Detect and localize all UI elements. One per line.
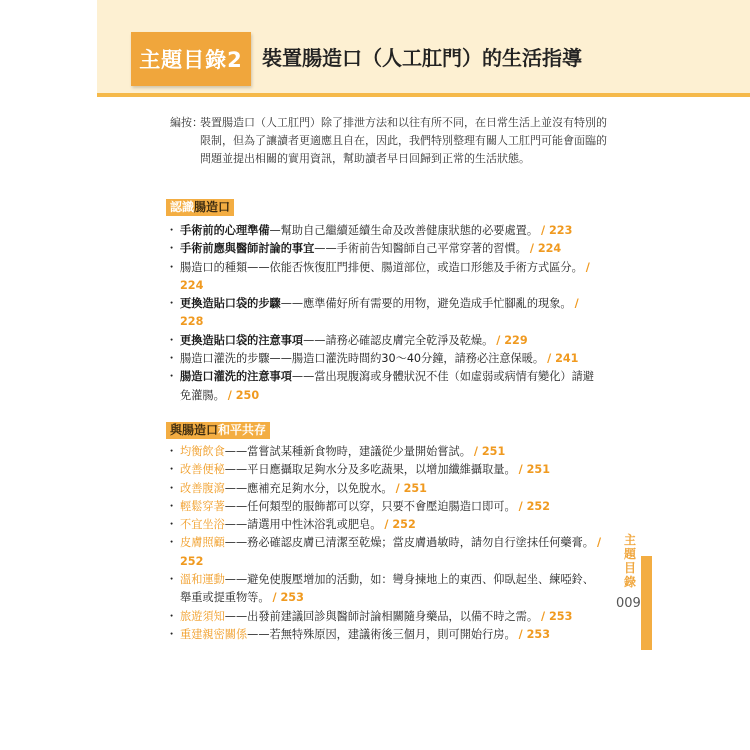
section-tag-prefix: 認識 — [170, 200, 195, 214]
section-tag-suffix: 腸造口 — [194, 200, 231, 214]
list-item — [164, 480, 604, 498]
bullet-dot: ・ — [166, 573, 178, 587]
list-item — [164, 295, 604, 332]
page-number: 009 — [616, 596, 641, 611]
editor-note-text: 裝置腸造口（人工肛門）除了排泄方法和以往有所不同，在日常生活上並沒有特別的限制，但為了讓讀者更適應且自在，因此，我們特別整理有關人工肛門可能會面臨的問題並提出相關的實用資訊，幫助讀者早日回歸到正常的生活狀態。 — [200, 116, 607, 165]
bullet-dot: ・ — [166, 224, 178, 237]
header-divider — [97, 93, 750, 97]
list-item — [164, 350, 604, 368]
page-ref: / 251 — [473, 445, 506, 458]
item-heading: 不宜坐浴 — [180, 518, 225, 532]
list-item — [164, 222, 604, 240]
item-text: ——任何類型的服飾都可以穿，只要不會壓迫腸造口即可。 — [224, 499, 516, 513]
bullet-dot: ・ — [166, 499, 178, 513]
page-ref: / 252 — [518, 499, 550, 513]
list-item — [164, 240, 604, 258]
item-text: ——請選用中性沐浴乳或肥皂。 — [224, 518, 382, 532]
bullet-dot: ・ — [166, 352, 178, 366]
page-ref: / 251 — [518, 463, 550, 477]
item-heading: 腸造口灌洗的步驟 — [180, 352, 270, 366]
list-item — [164, 332, 604, 350]
item-text: ——腸造口灌洗時間約30～40分鐘，請務必注意保暖。 — [269, 352, 545, 366]
item-heading: 更換造貼口袋的步驟 — [180, 297, 281, 311]
item-heading: 腸造口的種類 — [180, 260, 248, 274]
bullet-dot: ・ — [166, 609, 178, 623]
list-item — [164, 368, 604, 405]
bullet-dot: ・ — [166, 481, 178, 495]
section-tag-coexist — [166, 422, 270, 439]
item-heading: 重建親密關係 — [180, 627, 248, 641]
page-ref: / 229 — [496, 333, 528, 347]
page-ref: / 250 — [227, 388, 260, 402]
page-ref: / 224 — [180, 260, 590, 292]
item-text: ——手術前告知醫師自己平常穿著的習慣。 — [314, 242, 527, 256]
item-heading: 改善便秘 — [180, 463, 225, 477]
bullet-dot: ・ — [166, 370, 178, 384]
list-item — [164, 498, 604, 516]
list-item — [164, 534, 604, 571]
item-heading: 更換造貼口袋的注意事項 — [180, 333, 304, 347]
item-heading: 輕鬆穿著 — [180, 499, 225, 513]
side-tab-label: 主題目錄 — [623, 533, 636, 589]
page-ref: / 223 — [541, 224, 573, 237]
item-heading: 溫和運動 — [180, 573, 225, 587]
item-text: ——避免使腹壓增加的活動，如：彎身揀地上的東西、仰臥起坐、練啞鈴、舉重或提重物等。 — [180, 573, 594, 605]
item-heading: 腸造口灌洗的注意事項 — [180, 370, 292, 384]
page-ref: / 253 — [541, 609, 573, 623]
bullet-dot: ・ — [166, 518, 178, 532]
page-ref: / 228 — [180, 297, 579, 329]
bullet-dot: ・ — [166, 627, 178, 641]
page-ref: / 251 — [395, 481, 427, 495]
bullet-dot: ・ — [166, 242, 178, 256]
item-heading: 均衡飲食 — [180, 445, 225, 458]
list-item — [164, 571, 604, 608]
section-tag-understand-stoma — [166, 199, 234, 216]
item-text: ——若無特殊原因，建議術後三個月，則可開始行房。 — [247, 627, 516, 641]
section-tag-suffix: 和平共存 — [218, 423, 267, 437]
chapter-badge: 主題目錄2 — [131, 32, 251, 86]
item-text: ——依能否恢復肛門排便、腸道部位，或造口形態及手術方式區分。 — [247, 260, 583, 274]
page-ref: / 252 — [180, 536, 602, 568]
list-item — [164, 516, 604, 534]
page-ref: / 253 — [272, 591, 304, 605]
list-item — [164, 461, 604, 479]
list-item — [164, 626, 604, 644]
page-ref: / 224 — [529, 242, 562, 256]
bullet-dot: ・ — [166, 536, 178, 550]
item-text: ——請務必確認皮膚完全乾淨及乾燥。 — [303, 333, 494, 347]
item-text: ——當嘗試某種新食物時，建議從少量開始嘗試。 — [224, 445, 471, 458]
page-ref: / 253 — [518, 627, 550, 641]
list-item — [164, 608, 604, 626]
item-text: ——應補充足夠水分，以免脫水。 — [224, 481, 393, 495]
item-text: ——平日應攝取足夠水分及多吃蔬果，以增加纖維攝取量。 — [224, 463, 516, 477]
item-heading: 手術前的心理準備 — [180, 224, 270, 237]
item-text: ——務必確認皮膚已清潔至乾燥；當皮膚過敏時，請勿自行塗抹任何藥膏。 — [224, 536, 594, 550]
item-text: ——出發前建議回診與醫師討論相關隨身藥品，以備不時之需。 — [224, 609, 539, 623]
page-ref: / 241 — [547, 352, 579, 366]
coexist-list — [164, 443, 604, 644]
bullet-dot: ・ — [166, 260, 178, 274]
section-tag-prefix: 與腸造口 — [170, 423, 219, 437]
item-heading: 手術前應與醫師討論的事宜 — [180, 242, 315, 256]
understand-stoma-list — [164, 222, 604, 405]
bullet-dot: ・ — [166, 297, 178, 311]
list-item — [164, 443, 604, 461]
page-ref: / 252 — [384, 518, 416, 532]
bullet-dot: ・ — [166, 333, 178, 347]
side-tab-bar — [641, 556, 652, 650]
editor-note-label: 編按： — [170, 116, 203, 129]
item-text: —幫助自己繼續延續生命及改善健康狀態的必要處置。 — [269, 224, 539, 237]
bullet-dot: ・ — [166, 445, 178, 458]
item-heading: 皮膚照顧 — [180, 536, 225, 550]
item-text: ——應準備好所有需要的用物，避免造成手忙腳亂的現象。 — [280, 297, 572, 311]
item-heading: 改善腹瀉 — [180, 481, 225, 495]
item-heading: 旅遊須知 — [180, 609, 225, 623]
list-item — [164, 259, 604, 296]
item-text: ——當出現腹瀉或身體狀況不佳（如虛弱或病情有變化）請避免灌腸。 — [180, 370, 594, 402]
editor-note — [170, 114, 610, 168]
bullet-dot: ・ — [166, 463, 178, 477]
page-title: 裝置腸造口（人工肛門）的生活指導 — [262, 46, 582, 70]
